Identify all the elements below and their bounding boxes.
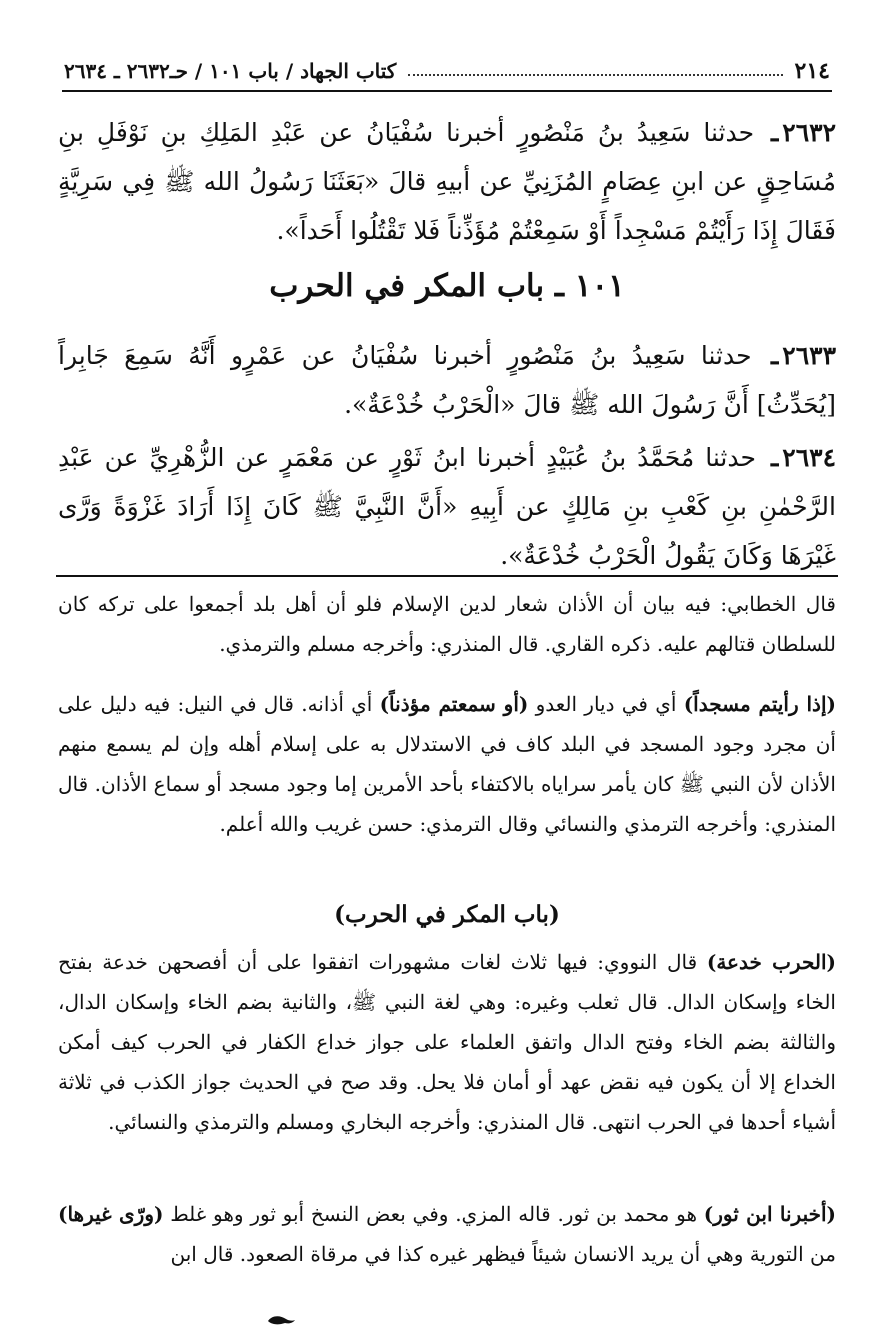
chapter-bab: باب [496, 268, 545, 304]
hadith-text: حدثنا سَعِيدُ بنُ مَنْصُورٍ أخبرنا سُفْيَانُ عن عَمْرٍو أَنَّهُ سَمِعَ جَابِراً [يُحَدِّثُ] أَنَّ رَسُولَ الله ﷺ قالَ «الْحَرْبُ خُدْعَةٌ». [58, 341, 836, 419]
chapter-title [58, 262, 836, 310]
hadith-text: حدثنا مُحَمَّدُ بنُ عُبَيْدٍ أخبرنا ابنُ ثَوْرٍ عن مَعْمَرٍ عن الزُّهْرِيِّ عن عَبْدِ الرَّحْمٰنِ بنِ كَعْبِ بنِ مَالِكٍ عن أَبِيهِ «أَنَّ النَّبِيَّ ﷺ كَانَ إِذَا أَرَادَ غَزْوَةً وَرَّى غَيْرَهَا وَكَانَ يَقُولُ الْحَرْبُ خُدْعَةٌ». [58, 443, 836, 570]
page-number: ٢١٤ [794, 58, 830, 84]
hadith-number: ٢٦٣٤ـ [770, 443, 837, 472]
chapter-number: ١٠١ [574, 268, 625, 304]
commentary-paragraph-2: (إذا رأيتم مسجداً) أي في ديار العدو (أو سمعتم مؤذناً) أي أذانه. قال في النيل: فيه دليل على أن مجرد وجود المسجد في البلد كاف في الاستدلال به على إسلام أهله وإن لم يسمع منهم الأذان لأن النبي ﷺ كان يأمر سراياه بالاكتفاء بأحد الأمرين إما وجود مسجد أو سماع الأذان. قال المنذري: وأخرجه الترمذي والنسائي وقال الترمذي: حسن غريب والله أعلم. [58, 692, 836, 836]
commentary-paragraph-3: (الحرب خدعة) قال النووي: فيها ثلاث لغات مشهورات اتفقوا على أن أفصحهن خدعة بفتح الخاء وإسكان الدال. قال ثعلب وغيره: وهي لغة النبي ﷺ، والثانية بضم الخاء وإسكان الدال، والثالثة بضم الخاء وفتح الدال واتفق العلماء على جواز خداع الكفار في الحرب كيف أمكن الخداع إلا أن يكون فيه نقض عهد أو أمان فلا يحل. وقد صح في الحديث جواز الكذب في ثلاثة أشياء أحدها في الحرب انتهى. قال المنذري: وأخرجه البخاري ومسلم والترمذي والنسائي. [58, 950, 836, 1134]
page-ornament-icon [266, 1312, 296, 1328]
header-dotted-leader [408, 74, 782, 76]
commentary-paragraph-1: قال الخطابي: فيه بيان أن الأذان شعار لدين الإسلام فلو أن أهل بلد أجمعوا على تركه كان للسلطان قتالهم عليه. ذكره القاري. قال المنذري: وأخرجه مسلم والترمذي. [58, 592, 836, 656]
page-header [64, 54, 830, 88]
chapter-name: المكر في الحرب [269, 268, 487, 304]
commentary-paragraph-4: (أخبرنا ابن ثور) هو محمد بن ثور. قاله المزي. وفي بعض النسخ أبو ثور وهو غلط (ورّى غيرها) من التورية وهي أن يريد الانسان شيئاً فيظهر غيره كذا في مرقاة الصعود. قال ابن [58, 1202, 836, 1266]
hadith-2633 [58, 331, 836, 429]
hadith-text: حدثنا سَعِيدُ بنُ مَنْصُورٍ أخبرنا سُفْيَانُ عن عَبْدِ المَلِكِ بنِ نَوْفَلِ بنِ مُسَاحِقٍ عن ابنِ عِصَامٍ المُزَنِيِّ عن أبيهِ قالَ «بَعَثَنَا رَسُولُ الله ﷺ فِي سَرِيَّةٍ فَقَالَ إِذَا رَأَيْتُمْ مَسْجِداً أَوْ سَمِعْتُمْ مُؤَذِّناً فَلا تَقْتُلُوا أَحَداً». [58, 118, 836, 245]
chapter-dash: ـ [554, 268, 564, 304]
hadith-number: ٢٦٣٢ـ [770, 118, 836, 147]
hadith-2634 [58, 433, 836, 580]
running-title: كتاب الجهاد / باب ١٠١ / حـ٢٦٣٢ ـ ٢٦٣٤ [64, 59, 397, 83]
footnote-separator [56, 575, 838, 577]
hadith-number: ٢٦٣٣ـ [770, 341, 836, 370]
header-rule [62, 90, 832, 92]
hadith-2632 [58, 108, 836, 255]
commentary-heading: (باب المكر في الحرب) [334, 901, 560, 928]
